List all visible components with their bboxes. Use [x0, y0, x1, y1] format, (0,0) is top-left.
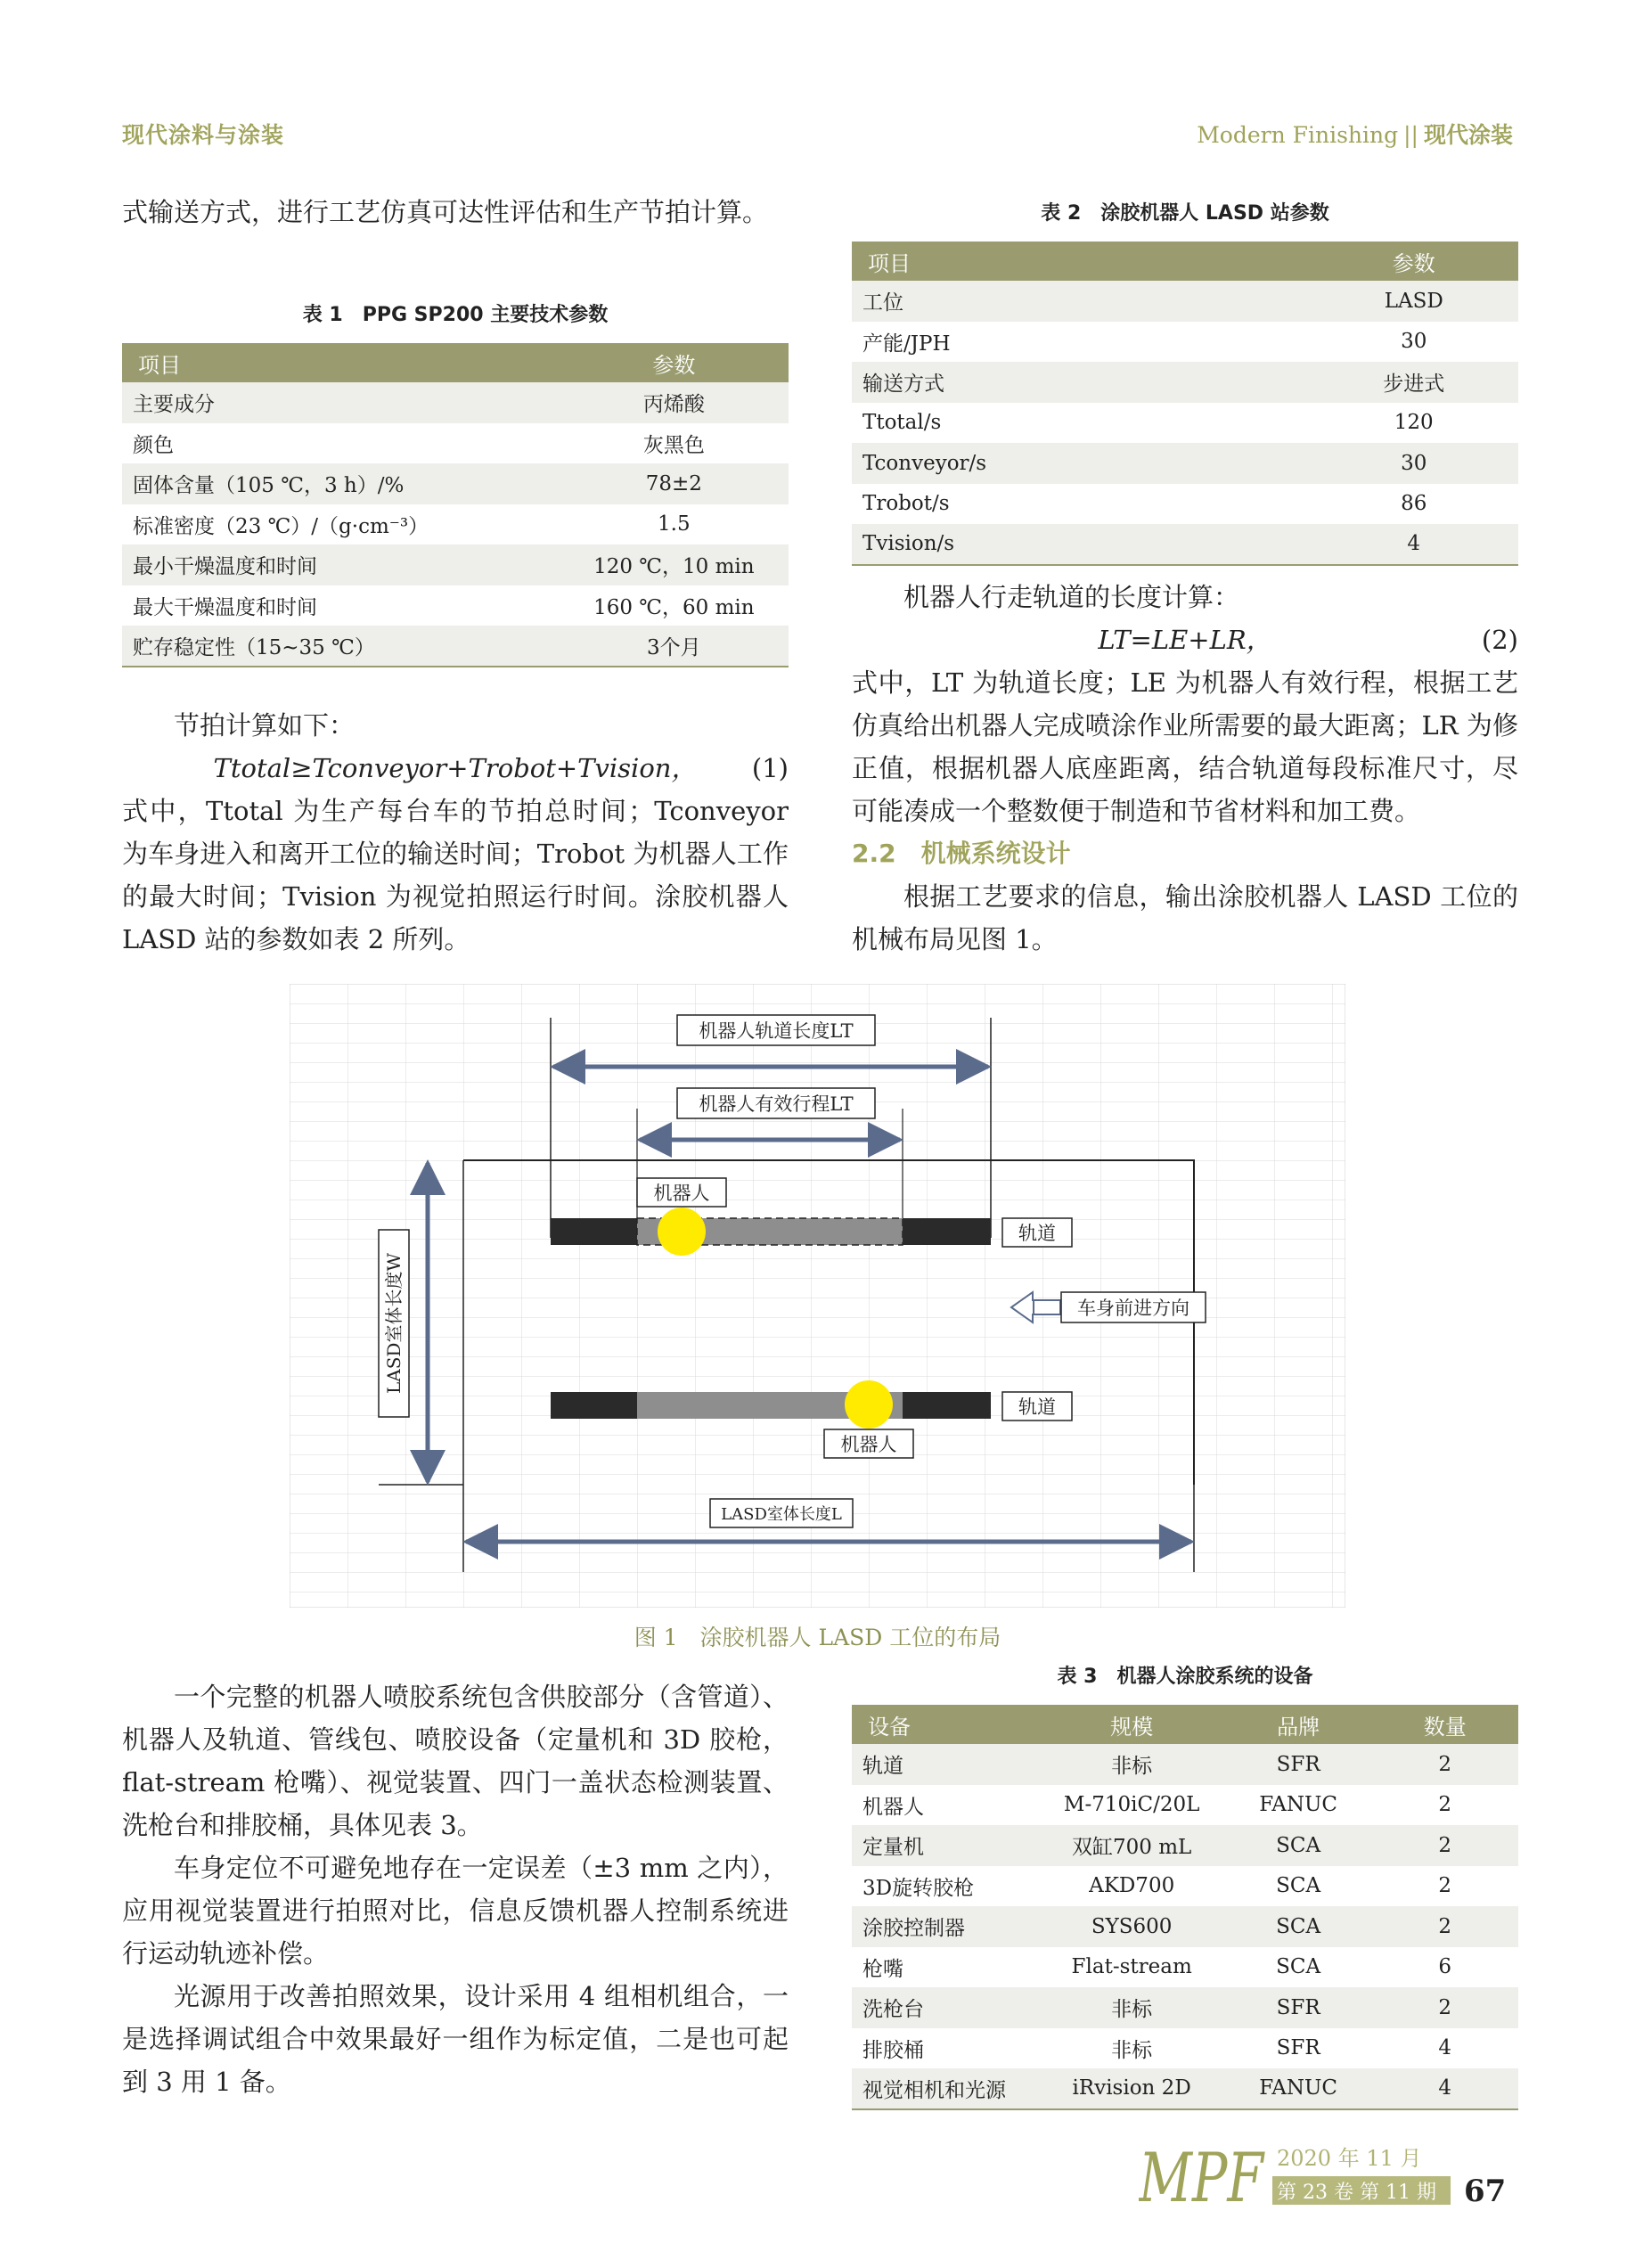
rail-lower-right — [903, 1392, 991, 1419]
width-label: LASD室体长度W — [383, 1252, 405, 1395]
table-cell: SCA — [1225, 1906, 1372, 1947]
table-header: 参数 — [560, 343, 789, 382]
table-header: 项目 — [122, 343, 560, 382]
paragraph: 式输送方式，进行工艺仿真可达性评估和生产节拍计算。 — [122, 197, 769, 227]
table-cell: SCA — [1276, 1874, 1321, 1898]
table-cell: 灰黑色 — [642, 433, 705, 457]
table-cell: 轨道 — [852, 1744, 1038, 1785]
table-cell: 120 ℃，10 min — [560, 544, 789, 585]
table1 — [122, 299, 789, 667]
journal-title-right — [1197, 118, 1513, 150]
table-row — [852, 524, 1518, 565]
table-cell: Trobot/s — [862, 492, 950, 516]
right-mid-text — [852, 576, 1518, 961]
journal-title-en: Modern Finishing — [1197, 122, 1399, 148]
table-cell: 颜色 — [133, 433, 174, 457]
table-row — [852, 1785, 1518, 1826]
equation-formula: LT=LE+LR， — [1098, 625, 1272, 655]
table-cell: iRvision 2D — [1038, 2068, 1224, 2109]
table-cell: FANUC — [1225, 2068, 1372, 2109]
journal-title-short: 现代涂装 — [1423, 122, 1513, 148]
direction-label: 车身前进方向 — [1077, 1298, 1189, 1319]
table-cell: 贮存稳定性（15~35 ℃） — [122, 626, 560, 667]
equation-formula: Ttotal≥Tconveyor+Trobot+Tvision， — [213, 753, 698, 783]
table-cell: 2 — [1438, 1793, 1452, 1817]
table-cell: 双缸700 mL — [1038, 1825, 1224, 1866]
table-cell: 2 — [1371, 1744, 1518, 1785]
table-cell: SFR — [1276, 2036, 1320, 2060]
table-row — [122, 382, 789, 423]
length-label: LASD室体长度L — [721, 1505, 842, 1524]
table-cell: 6 — [1438, 1955, 1452, 1979]
table-row — [852, 322, 1518, 363]
table-cell: 78±2 — [560, 463, 789, 504]
issue-volume: 第 23 卷 第 11 期 — [1277, 2182, 1436, 2204]
table-cell: 排胶桶 — [862, 2038, 924, 2062]
robot-label: 机器人 — [840, 1434, 897, 1455]
table-cell: AKD700 — [1089, 1874, 1175, 1898]
paragraph: 式中，Ttotal 为生产每台车的节拍总时间；Tconveyor 为车身进入和离开工位的输送时间；Trobot 为机器人工作的最大时间；Tvision 为视觉拍照运行时间。涂胶机器人 LASD 站的参数如表 2 所列。 — [122, 796, 789, 954]
table-cell: Ttotal/s — [862, 411, 942, 435]
equation-number: (1) — [751, 753, 789, 783]
table-cell: 固体含量（105 ℃，3 h）/% — [122, 463, 560, 504]
table-cell: 30 — [1309, 443, 1518, 484]
table-row — [852, 1866, 1518, 1907]
rail-upper-right — [903, 1218, 991, 1245]
table-cell: 非标 — [1038, 1987, 1224, 2028]
table-cell: 86 — [1401, 492, 1427, 516]
table3 — [852, 1661, 1518, 2110]
table-cell: 机器人 — [862, 1795, 924, 1819]
left-bottom-text — [122, 1675, 789, 2103]
table-cell: 洗枪台 — [852, 1987, 1038, 2028]
robot-lower — [845, 1380, 893, 1429]
table-row — [852, 403, 1518, 444]
table-cell: 2 — [1438, 1874, 1452, 1898]
left-top-text — [122, 191, 789, 233]
table-cell: SCA — [1276, 1955, 1321, 1979]
table-cell: 标准密度（23 ℃）/（g·cm⁻³） — [133, 514, 429, 538]
rail-lower-left — [551, 1392, 637, 1419]
paragraph: 根据工艺要求的信息，输出涂胶机器人 LASD 工位的机械布局见图 1。 — [852, 881, 1518, 954]
table-header: 设备 — [852, 1705, 1038, 1744]
table2 — [852, 198, 1518, 566]
table-row — [122, 544, 789, 585]
layout-diagram — [290, 984, 1345, 1608]
table-cell: 120 — [1394, 411, 1434, 435]
table-row — [852, 281, 1518, 322]
direction-arrow-shaft — [1034, 1300, 1060, 1314]
table-header: 品牌 — [1225, 1705, 1372, 1744]
table2-caption: 表 2 涂胶机器人 LASD 站参数 — [1041, 202, 1329, 225]
table-row — [122, 626, 789, 667]
table-cell: 4 — [1371, 2068, 1518, 2109]
robot-upper — [658, 1208, 706, 1256]
table-cell: Flat-stream — [1071, 1955, 1192, 1979]
table-cell: SCA — [1225, 1825, 1372, 1866]
table-row — [852, 484, 1518, 525]
table-row — [852, 1987, 1518, 2028]
table-cell: 主要成分 — [122, 382, 560, 423]
table-header: 参数 — [1309, 242, 1518, 281]
header-separator: || — [1403, 122, 1418, 148]
table-cell: SYS600 — [1038, 1906, 1224, 1947]
table-cell: 2 — [1371, 1906, 1518, 1947]
table-cell: 3D旋转胶枪 — [862, 1876, 975, 1900]
table-cell: 最小干燥温度和时间 — [122, 544, 560, 585]
table-cell: 非标 — [1111, 2038, 1153, 2062]
robot-label: 机器人 — [653, 1183, 710, 1204]
rail-upper-left — [551, 1218, 637, 1245]
table-cell: SFR — [1225, 1744, 1372, 1785]
table-cell: 枪嘴 — [862, 1957, 903, 1981]
page-footer — [1139, 2139, 1513, 2210]
table-cell: LASD — [1309, 281, 1518, 322]
table-cell: 丙烯酸 — [560, 382, 789, 423]
table-cell: 1.5 — [658, 512, 691, 536]
table-cell: 最大干燥温度和时间 — [133, 595, 317, 619]
paragraph: 车身定位不可避免地存在一定误差（±3 mm 之内），应用视觉装置进行拍照对比，信息反馈机器人控制系统进行运动轨迹补偿。 — [122, 1853, 789, 1969]
left-mid-text — [122, 704, 789, 961]
table-row — [852, 1744, 1518, 1785]
table-cell: 定量机 — [852, 1825, 1038, 1866]
table-row — [852, 2068, 1518, 2109]
table-cell: 30 — [1401, 330, 1427, 354]
figure1-caption: 图 1 涂胶机器人 LASD 工位的布局 — [634, 1625, 1001, 1650]
table-cell: 2 — [1371, 1825, 1518, 1866]
page-number: 67 — [1464, 2174, 1507, 2209]
table-header: 规模 — [1038, 1705, 1224, 1744]
table-row — [852, 1906, 1518, 1947]
table3-caption: 表 3 机器人涂胶系统的设备 — [1057, 1666, 1313, 1688]
table-cell: 涂胶控制器 — [852, 1906, 1038, 1947]
table-row — [852, 1825, 1518, 1866]
table-header: 数量 — [1371, 1705, 1518, 1744]
paragraph: 机器人行走轨道的长度计算： — [903, 582, 1240, 612]
table-header: 项目 — [852, 242, 1309, 281]
footer-graphic — [1139, 2139, 1513, 2210]
table-row — [852, 362, 1518, 403]
table-row — [852, 443, 1518, 484]
table-cell: FANUC — [1259, 1793, 1337, 1817]
issue-date: 2020 年 11 月 — [1277, 2146, 1422, 2171]
journal-title-cn: 现代涂料与涂装 — [122, 122, 285, 148]
paragraph: 式中，LT 为轨道长度；LE 为机器人有效行程，根据工艺仿真给出机器人完成喷涂作业所需要的最大距离；LR 为修正值，根据机器人底座距离，结合轨道每段标准尺寸，尽可能凑成一个整数便于制造和节省材料和加工费。 — [852, 667, 1518, 826]
table-cell: 2 — [1371, 1987, 1518, 2028]
track-length-label: 机器人轨道长度LT — [699, 1020, 854, 1042]
equation-2 — [852, 618, 1518, 661]
table3-grid — [852, 1705, 1518, 2110]
equation-1 — [122, 747, 789, 790]
paragraph: 一个完整的机器人喷胶系统包含供胶部分（含管道）、机器人及轨道、管线包、喷胶设备（定量机和 3D 胶枪，flat-stream 枪嘴）、视觉装置、四门一盖状态检测装置、洗枪台和排胶桶，具体见表 3。 — [122, 1682, 789, 1840]
table-cell: 视觉相机和光源 — [852, 2068, 1038, 2109]
table1-caption: 表 1 PPG SP200 主要技术参数 — [302, 304, 609, 326]
stroke-label: 机器人有效行程LT — [699, 1093, 854, 1115]
table-cell: 工位 — [852, 281, 1309, 322]
table2-grid — [852, 242, 1518, 566]
equation-number: (2) — [1481, 625, 1518, 655]
table-cell: 输送方式 — [852, 362, 1309, 403]
journal-logo: MPF — [1139, 2139, 1265, 2210]
table1-grid — [122, 343, 789, 667]
table-cell: Tvision/s — [852, 524, 1309, 565]
table-row — [122, 504, 789, 545]
figure1 — [290, 984, 1345, 1608]
table-row — [122, 585, 789, 626]
table-cell: 4 — [1438, 2036, 1452, 2060]
table-cell: Tconveyor/s — [852, 443, 1309, 484]
paragraph: 光源用于改善拍照效果，设计采用 4 组相机组合，一是选择调试组合中效果最好一组作为标定值，二是也可起到 3 用 1 备。 — [122, 1981, 789, 2097]
table-cell: M-710iC/20L — [1063, 1793, 1200, 1817]
rail-label: 轨道 — [1018, 1396, 1056, 1418]
table-cell: 产能/JPH — [862, 332, 951, 356]
paragraph: 节拍计算如下： — [174, 710, 356, 741]
table-row — [122, 423, 789, 464]
table-row — [852, 1947, 1518, 1988]
section-heading: 2.2 机械系统设计 — [852, 839, 1071, 868]
table-cell: SFR — [1225, 1987, 1372, 2028]
table-cell: 160 ℃，60 min — [593, 595, 755, 619]
table-cell: 4 — [1309, 524, 1518, 565]
table-row — [122, 463, 789, 504]
table-cell: 非标 — [1038, 1744, 1224, 1785]
rail-label: 轨道 — [1018, 1223, 1056, 1244]
table-row — [852, 2028, 1518, 2069]
table-cell: 3个月 — [560, 626, 789, 667]
table-cell: 步进式 — [1309, 362, 1518, 403]
